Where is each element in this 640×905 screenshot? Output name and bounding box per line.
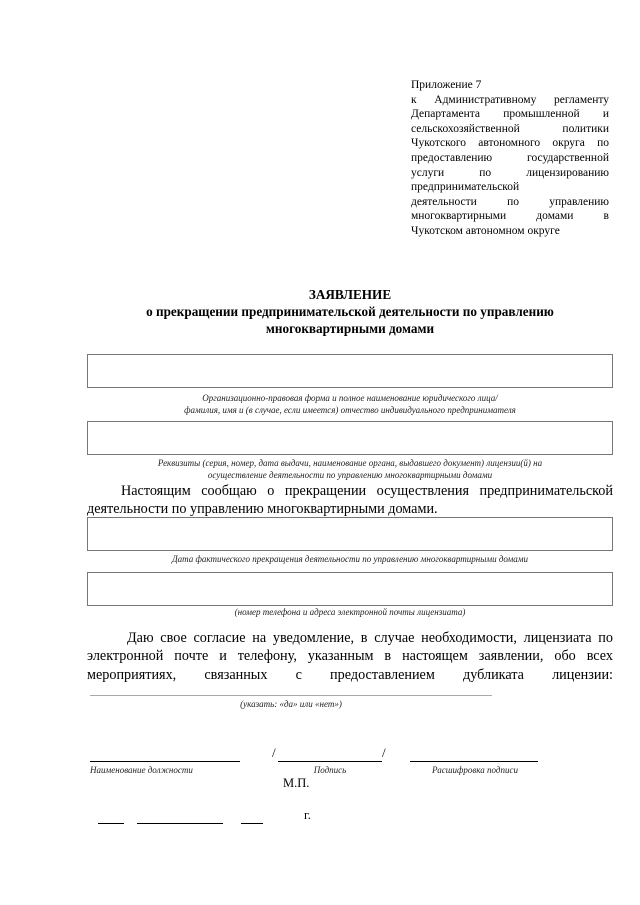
appendix-line: Чукотском автономном округе — [411, 224, 560, 237]
day-line[interactable] — [98, 823, 124, 824]
year-line[interactable] — [241, 823, 263, 824]
caption-line: фамилия, имя и (в случае, если имеется) отчество индивидуального предпринимателя — [184, 405, 516, 415]
title-line-2: о прекращении предпринимательской деятельности по управлению — [146, 304, 554, 319]
consent-paragraph: Даю свое согласие на уведомление, в случае необходимости, лицензиата по электронной почте и телефону, указанным в настоящем заявлении, обо всех мероприятиях, связанных с предоставлением дубликата лицензии: — [87, 630, 613, 683]
position-line[interactable] — [90, 761, 240, 762]
license-field-caption — [87, 457, 613, 481]
position-caption: Наименование должности — [90, 765, 193, 775]
stamp-label: М.П. — [283, 776, 310, 790]
organization-field-caption — [87, 392, 613, 416]
license-details-field[interactable] — [87, 421, 613, 455]
appendix-line: деятельности по управлению — [411, 195, 609, 208]
appendix-block — [411, 78, 609, 239]
signature-caption: Подпись — [313, 765, 347, 775]
decoding-line[interactable] — [410, 761, 538, 762]
appendix-line: Чукотского автономного округа по — [411, 137, 609, 150]
signature-line[interactable] — [278, 761, 382, 762]
appendix-line: Приложение 7 — [411, 79, 482, 91]
termination-date-field[interactable] — [87, 517, 613, 551]
appendix-line: многоквартирными домами в — [411, 210, 609, 223]
title-line-1: ЗАЯВЛЕНИЕ — [308, 287, 392, 302]
signature-slash-left: / — [272, 745, 276, 760]
caption-line: Организационно-правовая форма и полное наименование юридического лица/ — [202, 393, 498, 403]
document-title — [58, 286, 640, 337]
contacts-field-caption: (номер телефона и адреса электронной почты лицензиата) — [234, 607, 466, 617]
contacts-field[interactable] — [87, 572, 613, 606]
title-line-3: многоквартирными домами — [265, 321, 435, 336]
caption-line: осуществление деятельности по управлению многоквартирными домами — [207, 470, 493, 480]
consent-caption: (указать: «да» или «нет») — [240, 699, 342, 709]
appendix-line: предпринимательской — [411, 181, 520, 194]
date-field-caption: Дата фактического прекращения деятельности по управлению многоквартирными домами — [171, 554, 529, 564]
appendix-line: Департамента промышленной и — [411, 108, 609, 121]
decoding-caption: Расшифровка подписи — [432, 765, 518, 775]
month-line[interactable] — [137, 823, 223, 824]
notice-paragraph: Настоящим сообщаю о прекращении осуществления предпринимательской деятельности по управлению многоквартирными домами. — [87, 483, 613, 518]
consent-answer-line[interactable] — [90, 695, 492, 696]
year-suffix: г. — [304, 808, 311, 822]
appendix-line: к Административному регламенту — [411, 93, 609, 106]
signature-slash-right: / — [382, 745, 386, 760]
appendix-line: предоставлению государственной — [411, 151, 609, 164]
appendix-line: услуги по лицензированию — [411, 166, 609, 179]
appendix-line: сельскохозяйственной политики — [411, 122, 609, 135]
organization-name-field[interactable] — [87, 354, 613, 388]
caption-line: Реквизиты (серия, номер, дата выдачи, наименование органа, выдавшего документ) лицензии(й) на — [157, 458, 543, 468]
